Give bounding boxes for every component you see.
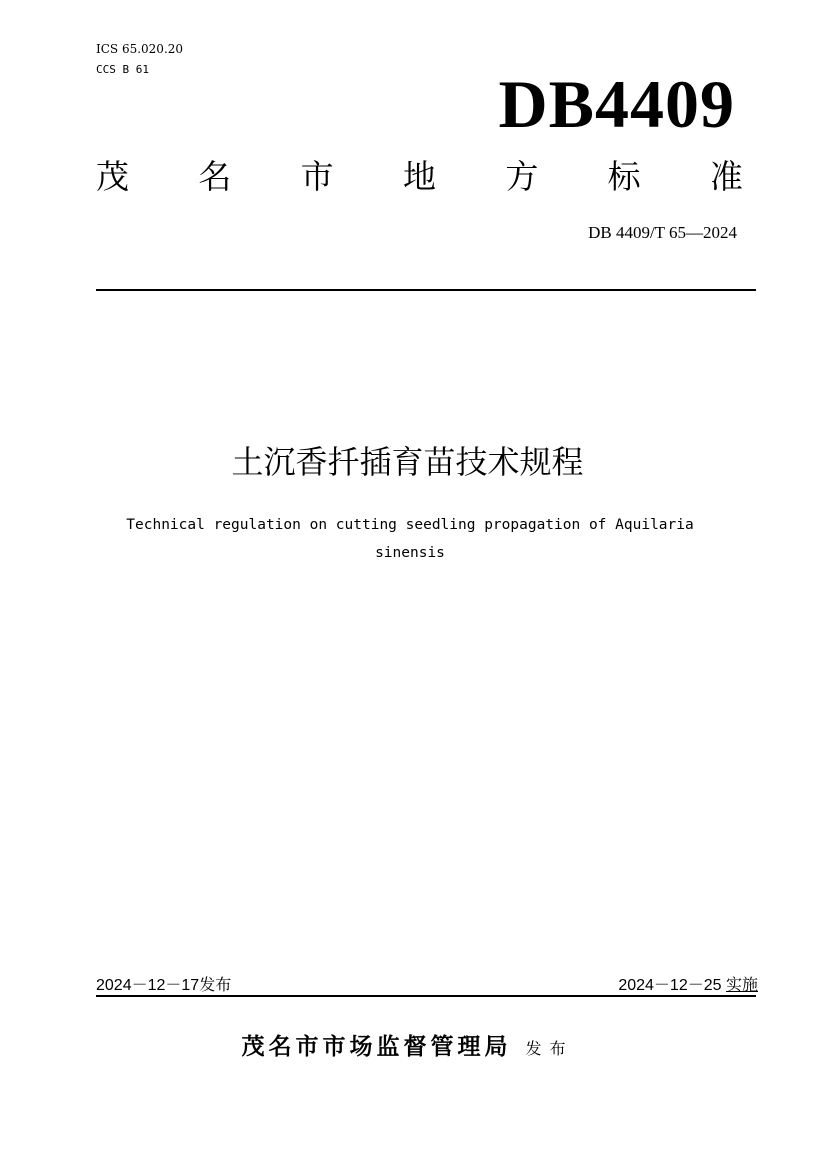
standard-type-char: 标 (607, 157, 641, 196)
db-code: DB4409 (498, 66, 735, 142)
issuer-label: 发布 (525, 1039, 574, 1058)
ics-code: ICS 65.020.20 (96, 42, 184, 56)
standard-type-char: 准 (709, 157, 743, 196)
ccs-code: CCS B 61 (96, 63, 149, 76)
document-title-en: Technical regulation on cutting seedling propagation of Aquilaria sinensis (126, 517, 694, 561)
bottom-divider (96, 995, 756, 997)
release-date-line (96, 976, 231, 996)
implement-date: 2024－12－25 (618, 977, 722, 994)
document-title-cn: 土沉香扦插育苗技术规程 (231, 443, 584, 481)
standard-type-char: 市 (300, 157, 334, 196)
issuer-name: 茂名市市场监督管理局 (241, 1034, 512, 1060)
standard-type-char: 名 (198, 157, 232, 196)
release-label: 发布 (199, 977, 232, 994)
standard-type-char: 茂 (96, 157, 129, 196)
standard-type-char: 地 (402, 157, 436, 196)
standard-number: DB 4409/T 65—2024 (588, 223, 737, 242)
issuer-row (0, 1028, 815, 1061)
implement-date-line (618, 976, 758, 996)
standard-type-char: 方 (505, 157, 539, 196)
top-divider (96, 289, 756, 291)
release-date: 2024－12－17 (96, 977, 200, 994)
implement-label: 实施 (725, 977, 758, 994)
standard-type-title (96, 155, 743, 199)
